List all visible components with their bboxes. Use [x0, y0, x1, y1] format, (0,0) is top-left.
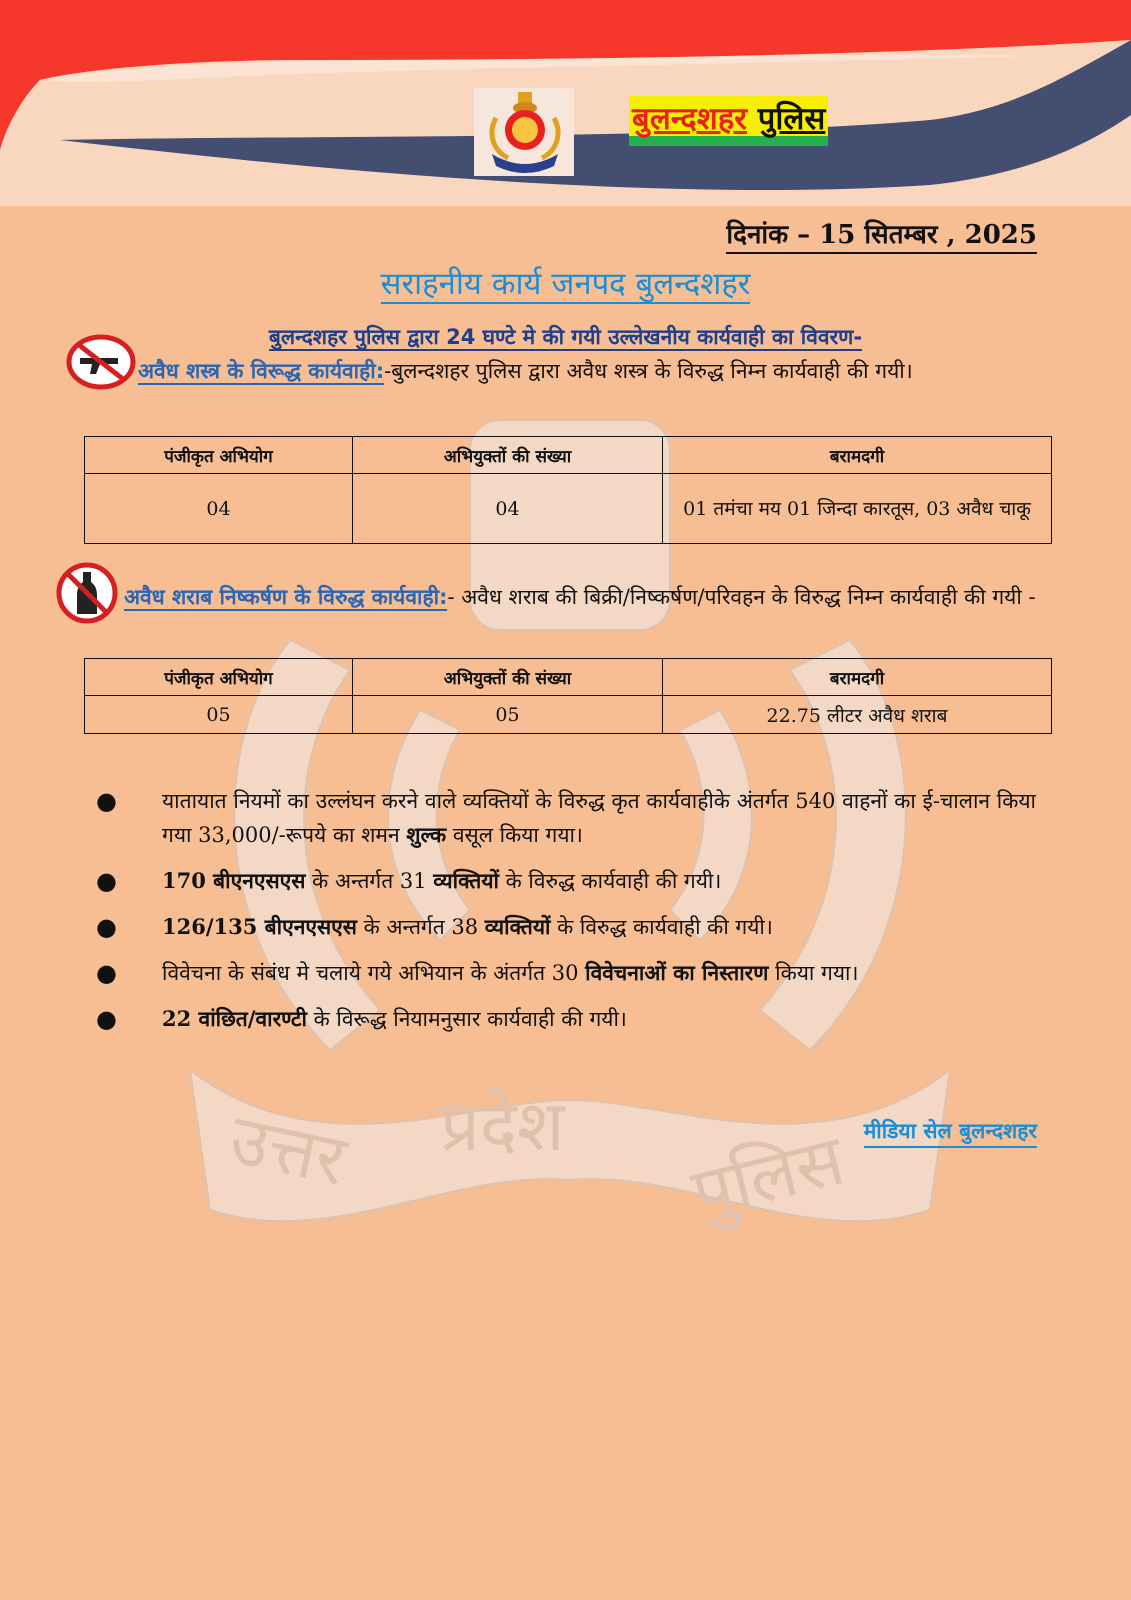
liquor-table [84, 658, 1052, 734]
arms-table-header-recovery: बरामदगी [663, 437, 1052, 474]
list-item: ● यातायात नियमों का उल्लंघन करने वाले व्यक्तियों के विरुद्ध कृत कार्यवाहीके अंतर्गत 540 वाहनों का ई-चालान किया गया 33,000/-रूपये का शमन शुल्क वसूल किया गया। [96, 784, 1036, 852]
arms-table-cases: 04 [85, 474, 353, 544]
bullet-icon: ● [96, 867, 117, 895]
arms-table-accused: 04 [353, 474, 663, 544]
liquor-section-heading: अवैध शराब निष्कर्षण के विरुद्ध कार्यवाही: [124, 585, 448, 609]
arms-table-header-accused: अभियुक्तों की संख्या [353, 437, 663, 474]
bullet-icon: ● [96, 959, 117, 987]
subtitle: बुलन्दशहर पुलिस द्वारा 24 घण्टे मे की गयी उल्लेखनीय कार्यवाही का विवरण- [268, 325, 863, 349]
liquor-table-header-recovery: बरामदगी [663, 659, 1052, 696]
list-item: ● 170 बीएनएसएस के अन्तर्गत 31 व्यक्तियों के विरुद्ध कार्यवाही की गयी। [96, 864, 1036, 898]
list-item: ● 22 वांछित/वारण्टी के विरूद्ध नियामनुसार कार्यवाही की गयी। [96, 1002, 1036, 1036]
watermark-word-3: पुलिस [683, 1118, 852, 1235]
arms-section-heading: अवैध शस्त्र के विरूद्ध कार्यवाही: [138, 359, 385, 383]
brand-city: बुलन्दशहर [632, 101, 747, 137]
watermark-word-2: प्रदेश [440, 1085, 565, 1167]
liquor-table-cases: 05 [85, 696, 353, 734]
list-item: ● विवेचना के संबंध मे चलाये गये अभियान के अंतर्गत 30 विवेचनाओं का निस्तारण किया गया। [96, 956, 1036, 990]
document-date: दिनांक – 15 सितम्बर , 2025 [726, 218, 1037, 254]
liquor-section-body: - अवैध शराब की बिक्री/निष्कर्षण/परिवहन के विरुद्ध निम्न कार्यवाही की गयी - [447, 585, 1036, 609]
header-band [0, 0, 1131, 206]
bullet-icon: ● [96, 787, 117, 815]
bullet-icon: ● [96, 913, 117, 941]
up-police-emblem-icon [474, 88, 574, 176]
action-points-list [96, 784, 1036, 1048]
liquor-table-header-accused: अभियुक्तों की संख्या [353, 659, 663, 696]
arms-section-text [86, 352, 1036, 390]
brand-title [629, 96, 828, 146]
arms-table [84, 436, 1052, 544]
list-item: ● 126/135 बीएनएसएस के अन्तर्गत 38 व्यक्तियों के विरुद्ध कार्यवाही की गयी। [96, 910, 1036, 944]
main-title-wrap [0, 262, 1131, 306]
liquor-table-recovery: 22.75 लीटर अवैध शराब [663, 696, 1052, 734]
bullet-icon: ● [96, 1005, 117, 1033]
watermark-word-1: उत्तर [223, 1097, 354, 1202]
liquor-table-accused: 05 [353, 696, 663, 734]
main-title: सराहनीय कार्य जनपद बुलन्दशहर [380, 266, 751, 302]
arms-table-recovery: 01 तमंचा मय 01 जिन्दा कारतूस, 03 अवैध चाकू [663, 474, 1052, 544]
arms-section-body: -बुलन्दशहर पुलिस द्वारा अवैध शस्त्र के विरुद्ध निम्न कार्यवाही की गयी। [384, 359, 913, 383]
subtitle-wrap [0, 322, 1131, 352]
liquor-section-text [86, 578, 1036, 616]
arms-table-header-cases: पंजीकृत अभियोग [85, 437, 353, 474]
brand-police: पुलिस [757, 101, 826, 137]
liquor-table-header-cases: पंजीकृत अभियोग [85, 659, 353, 696]
media-cell-signature: मीडिया सेल बुलन्दशहर [864, 1116, 1037, 1148]
